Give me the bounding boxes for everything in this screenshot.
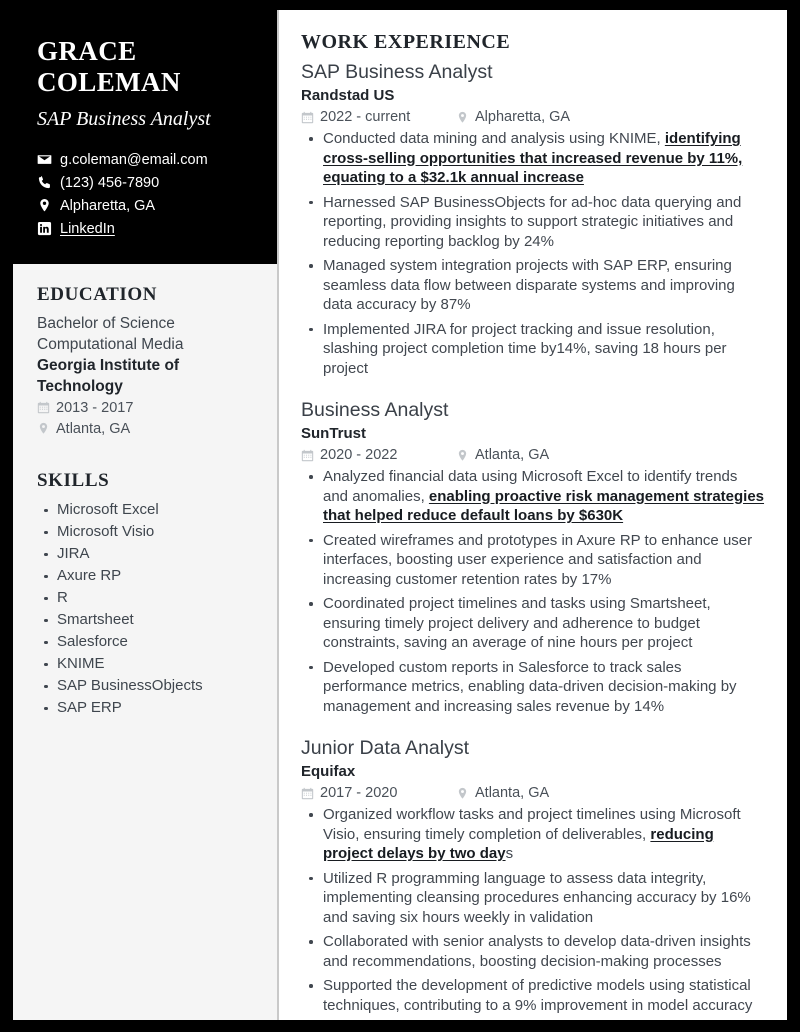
job-location: Atlanta, GA — [475, 447, 550, 463]
calendar-icon — [301, 111, 314, 124]
job-dates-row — [301, 107, 456, 127]
list-item: Supported the development of predictive models using statistical techniques, contributing to a 9% improvement in model accuracy — [301, 976, 765, 1015]
sidebar-header — [13, 10, 277, 264]
contact-item-phone[interactable] — [37, 173, 253, 193]
job-company: SunTrust — [301, 425, 367, 442]
list-item: Managed system integration projects with SAP ERP, ensuring seamless data flow between disparate systems and improving data accuracy by 87% — [301, 256, 765, 315]
bullet-highlight: enabling proactive risk management strategies that helped reduce default loans by $630K — [323, 487, 765, 524]
list-item: Created wireframes and prototypes in Axure RP to enhance user interfaces, boosting user experience and satisfaction and increasing customer retention rates by 17% — [301, 531, 765, 590]
job-meta — [301, 107, 765, 127]
phone-icon — [37, 175, 52, 190]
contact-item-email[interactable] — [37, 150, 253, 170]
candidate-name — [37, 36, 253, 98]
work-experience-section-title: WORK EXPERIENCE — [301, 31, 511, 53]
skills-list — [37, 499, 253, 719]
list-item: Implemented JIRA for project tracking and issue resolution, slashing project completion time by14%, saving 18 hours per project — [301, 320, 765, 379]
education-dates-row — [37, 398, 253, 418]
list-item: Utilized R programming language to assess data integrity, implementing cleansing procedures enhancing accuracy by 16% and saving six hours weekly in validation — [301, 869, 765, 928]
sidebar-body — [13, 264, 277, 1020]
skills-section — [37, 470, 253, 719]
job-bullet-list — [301, 129, 765, 378]
job-location-row — [456, 107, 570, 127]
location-pin-icon — [456, 787, 469, 800]
contact-list — [37, 150, 253, 239]
candidate-last-name: COLEMAN — [37, 66, 181, 97]
education-degree-line1: Bachelor of Science — [37, 314, 175, 332]
bullet-highlight: identifying cross-selling opportunities that increased revenue by 11%, equating to a $32.1k annual increase — [323, 130, 743, 186]
list-item: JIRA — [37, 543, 253, 565]
job-role: SAP Business Analyst — [301, 61, 493, 83]
job-dates-row — [301, 783, 456, 803]
list-item: SAP BusinessObjects — [37, 675, 253, 697]
education-section — [37, 284, 253, 439]
list-item: Harnessed SAP BusinessObjects for ad-hoc data querying and reporting, providing insights to support strategic initiatives and reducing reporting backlog by 24% — [301, 193, 765, 252]
contact-item-linkedin[interactable] — [37, 219, 253, 239]
education-degree-line2: Computational Media — [37, 335, 184, 353]
contact-phone-text: (123) 456-7890 — [60, 174, 160, 191]
job-location-row — [456, 783, 549, 803]
job-role: Business Analyst — [301, 399, 449, 421]
list-item: Conducted data mining and analysis using KNIME, identifying cross-selling opportunities that increased revenue by 11%, equating to a $32.1k annual increase — [301, 129, 765, 188]
list-item: Collaborated with senior analysts to develop data-driven insights and recommendations, boosting decision-making processes — [301, 932, 765, 971]
job-bullet-list — [301, 805, 765, 1015]
list-item: Microsoft Visio — [37, 521, 253, 543]
contact-linkedin-link[interactable]: LinkedIn — [60, 220, 115, 237]
list-item: Salesforce — [37, 631, 253, 653]
job-role: Junior Data Analyst — [301, 737, 470, 759]
list-item: SAP ERP — [37, 697, 253, 719]
linkedin-icon — [37, 221, 52, 236]
calendar-icon — [301, 449, 314, 462]
location-pin-icon — [456, 111, 469, 124]
skills-section-title: SKILLS — [37, 469, 110, 491]
sidebar — [13, 10, 279, 1020]
job-meta — [301, 445, 765, 465]
contact-email-text: g.coleman@email.com — [60, 151, 208, 168]
job-meta — [301, 783, 765, 803]
candidate-headline: SAP Business Analyst — [37, 107, 211, 130]
calendar-icon — [301, 787, 314, 800]
bullet-highlight: reducing project delays by two day — [323, 825, 714, 862]
list-item: Smartsheet — [37, 609, 253, 631]
location-pin-icon — [37, 198, 52, 213]
job-dates: 2017 - 2020 — [320, 785, 398, 801]
list-item: Microsoft Excel — [37, 499, 253, 521]
list-item: R — [37, 587, 253, 609]
job-bullet-list — [301, 467, 765, 716]
location-pin-icon — [37, 422, 50, 435]
education-section-title: EDUCATION — [37, 283, 158, 305]
calendar-icon — [37, 401, 50, 414]
work-experience-entry — [301, 735, 765, 1015]
job-dates: 2022 - current — [320, 109, 411, 125]
candidate-first-name: GRACE — [37, 36, 137, 66]
envelope-icon — [37, 152, 52, 167]
job-dates-row — [301, 445, 456, 465]
work-experience-list — [301, 59, 765, 1015]
job-company: Equifax — [301, 763, 356, 780]
education-dates: 2013 - 2017 — [56, 399, 134, 416]
resume-sheet — [13, 10, 787, 1020]
education-school: Georgia Institute of Technology — [37, 356, 180, 395]
list-item: Coordinated project timelines and tasks using Smartsheet, ensuring timely project delivery and adherence to budget constraints, saving an average of nine hours per project — [301, 594, 765, 653]
main-column — [279, 10, 787, 1020]
list-item: Axure RP — [37, 565, 253, 587]
job-location: Alpharetta, GA — [475, 109, 571, 125]
job-dates: 2020 - 2022 — [320, 447, 398, 463]
contact-location-text: Alpharetta, GA — [60, 197, 156, 214]
location-pin-icon — [456, 449, 469, 462]
list-item: KNIME — [37, 653, 253, 675]
job-location-row — [456, 445, 549, 465]
education-location: Atlanta, GA — [56, 420, 131, 437]
job-location: Atlanta, GA — [475, 785, 550, 801]
list-item: Developed custom reports in Salesforce to track sales performance metrics, enabling data-driven decision-making by management and increasing sales revenue by 14% — [301, 658, 765, 717]
list-item: Organized workflow tasks and project timelines using Microsoft Visio, ensuring timely completion of deliverables, reducing project delays by two days — [301, 805, 765, 864]
contact-item-location — [37, 196, 253, 216]
work-experience-entry — [301, 397, 765, 716]
list-item: Analyzed financial data using Microsoft Excel to identify trends and anomalies, enabling proactive risk management strategies that helped reduce default loans by $630K — [301, 467, 765, 526]
job-company: Randstad US — [301, 87, 395, 104]
education-location-row — [37, 419, 253, 439]
work-experience-entry — [301, 59, 765, 378]
